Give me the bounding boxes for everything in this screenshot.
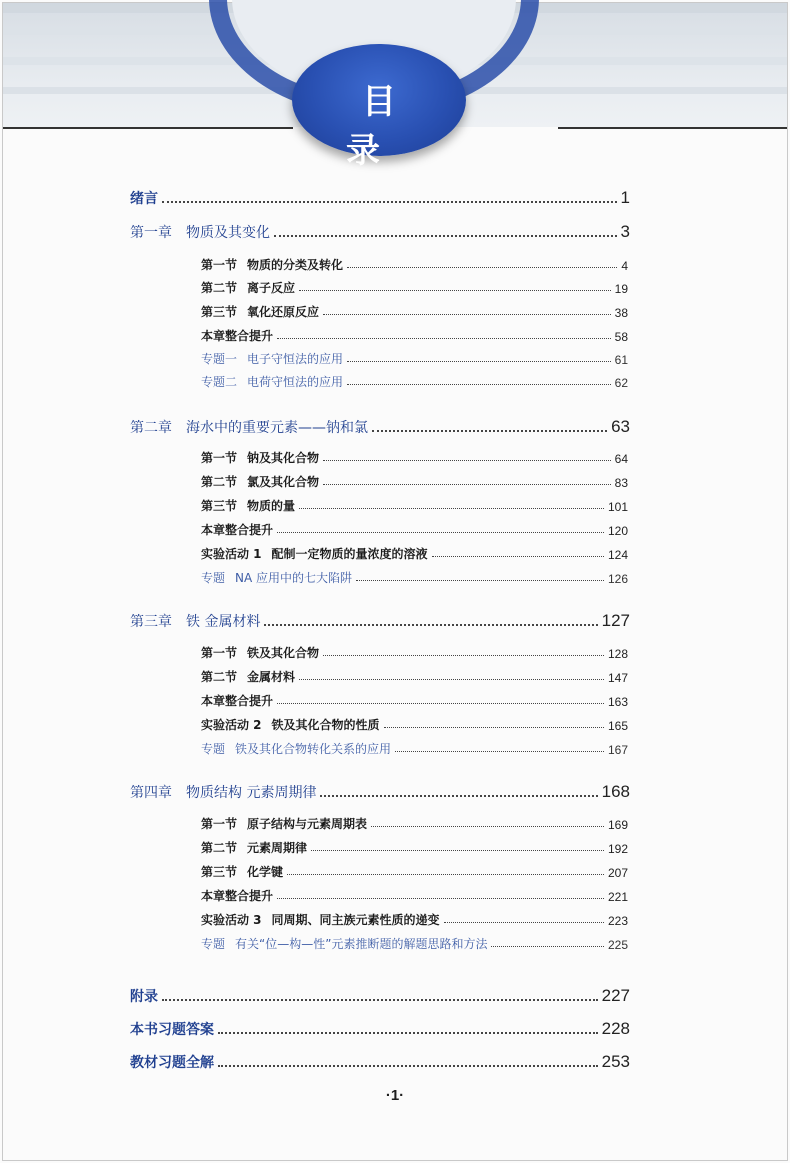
chapter-page: 168 (601, 782, 630, 801)
toc-section[interactable] (201, 468, 628, 490)
toc-chapter-2[interactable] (130, 415, 630, 437)
leader-dots (274, 235, 617, 237)
section-name: 本章整合提升 (201, 694, 274, 708)
chapter-name: 物质结构 元素周期律 (186, 785, 317, 801)
section-page: 192 (607, 842, 628, 856)
toc-topic[interactable] (201, 368, 628, 390)
leader-dots (323, 460, 611, 461)
toc-entry-label: 教材习题全解 (130, 1055, 214, 1071)
section-prefix: 第二节 (201, 475, 238, 489)
section-page: 124 (607, 548, 628, 562)
section-prefix: 第一节 (201, 817, 238, 831)
toc-topic[interactable] (201, 564, 628, 586)
chapter-name: 海水中的重要元素——钠和氯 (186, 420, 368, 436)
section-prefix: 实验活动 1 (201, 547, 262, 561)
leader-dots (218, 1032, 598, 1034)
section-prefix: 第三节 (201, 305, 238, 319)
toc-section[interactable] (201, 251, 628, 273)
toc-lab-activity[interactable] (201, 711, 628, 733)
section-page: 207 (607, 866, 628, 880)
page-number: ·1· (385, 1087, 405, 1104)
leader-dots (323, 314, 611, 315)
toc-section[interactable] (201, 516, 628, 538)
leader-dots (395, 751, 604, 752)
leader-dots (277, 532, 604, 533)
section-page: 128 (607, 647, 628, 661)
toc-section[interactable] (201, 882, 628, 904)
section-page: 64 (614, 452, 628, 466)
toc-section[interactable] (201, 687, 628, 709)
leader-dots (264, 624, 597, 626)
leader-dots (356, 580, 604, 581)
section-name: 电子守恒法的应用 (247, 352, 344, 366)
leader-dots (277, 703, 604, 704)
section-name: 本章整合提升 (201, 889, 274, 903)
chapter-number: 第二章 (130, 420, 172, 436)
section-page: 101 (607, 500, 628, 514)
leader-dots (320, 795, 597, 797)
section-page: 221 (607, 890, 628, 904)
leader-dots (371, 826, 604, 827)
section-name: 铁及其化合物的性质 (271, 718, 380, 732)
section-name: NA 应用中的七大陷阱 (235, 571, 353, 585)
toc-section[interactable] (201, 274, 628, 296)
toc-section[interactable] (201, 298, 628, 320)
section-name: 有关“位—构—性”元素推断题的解题思路和方法 (235, 937, 488, 951)
toc-topic[interactable] (201, 345, 628, 367)
section-page: 225 (607, 938, 628, 952)
section-name: 化学键 (247, 865, 284, 879)
chapter-name: 物质及其变化 (186, 225, 270, 241)
section-name: 原子结构与元素周期表 (247, 817, 368, 831)
section-page: 163 (607, 695, 628, 709)
toc-section[interactable] (201, 639, 628, 661)
leader-dots (347, 267, 617, 268)
section-name: 离子反应 (247, 281, 296, 295)
section-prefix: 专题二 (201, 375, 238, 389)
toc-lab-activity[interactable] (201, 540, 628, 562)
leader-dots (277, 898, 604, 899)
section-name: 配制一定物质的量浓度的溶液 (271, 547, 428, 561)
leader-dots (491, 946, 604, 947)
leader-dots (384, 727, 604, 728)
toc-section[interactable] (201, 834, 628, 856)
toc-chapter-3[interactable] (130, 609, 630, 631)
section-name: 金属材料 (247, 670, 296, 684)
section-name: 物质的分类及转化 (247, 258, 344, 272)
section-name: 本章整合提升 (201, 523, 274, 537)
section-page: 223 (607, 914, 628, 928)
section-page: 83 (614, 476, 628, 490)
leader-dots (432, 556, 604, 557)
chapter-page: 3 (620, 222, 630, 241)
page-title: 目 录 (346, 82, 428, 171)
toc-entry-label: 附录 (130, 989, 158, 1005)
section-name: 氧化还原反应 (247, 305, 320, 319)
leader-dots (323, 655, 604, 656)
leader-dots (162, 999, 598, 1001)
leader-dots (347, 384, 611, 385)
toc-chapter-1[interactable] (130, 220, 630, 242)
chapter-page: 127 (601, 611, 630, 630)
section-name: 氯及其化合物 (247, 475, 320, 489)
section-page: 62 (614, 376, 628, 390)
section-prefix: 专题 (201, 571, 226, 585)
toc-entry-solutions[interactable] (130, 1050, 630, 1072)
section-prefix: 第一节 (201, 646, 238, 660)
section-name: 电荷守恒法的应用 (247, 375, 344, 389)
leader-dots (299, 290, 611, 291)
section-page: 4 (621, 259, 628, 273)
toc-section[interactable] (201, 444, 628, 466)
toc-topic[interactable] (201, 735, 628, 757)
section-prefix: 实验活动 3 (201, 913, 262, 927)
section-name: 铁及其化合物 (247, 646, 320, 660)
section-prefix: 第二节 (201, 281, 238, 295)
chapter-name: 铁 金属材料 (186, 614, 261, 630)
toc-entry-appendix[interactable] (130, 984, 630, 1006)
toc-entry-page: 228 (601, 1019, 630, 1038)
section-name: 同周期、同主族元素性质的递变 (271, 913, 440, 927)
chapter-page: 63 (611, 417, 630, 436)
toc-entry-answers[interactable] (130, 1017, 630, 1039)
section-prefix: 第二节 (201, 670, 238, 684)
toc-section[interactable] (201, 322, 628, 344)
section-page: 61 (614, 353, 628, 367)
section-prefix: 专题 (201, 742, 226, 756)
section-page: 126 (607, 572, 628, 586)
section-prefix: 专题一 (201, 352, 238, 366)
leader-dots (287, 874, 604, 875)
leader-dots (372, 430, 607, 432)
chapter-number: 第三章 (130, 614, 172, 630)
toc-section[interactable] (201, 492, 628, 514)
toc-entry-page: 227 (601, 986, 630, 1005)
leader-dots (444, 922, 604, 923)
section-page: 120 (607, 524, 628, 538)
toc-chapter-4[interactable] (130, 780, 630, 802)
section-prefix: 第一节 (201, 258, 238, 272)
section-page: 38 (614, 306, 628, 320)
leader-dots (218, 1065, 598, 1067)
section-prefix: 第二节 (201, 841, 238, 855)
leader-dots (347, 361, 611, 362)
leader-dots (299, 679, 604, 680)
chapter-number: 第四章 (130, 785, 172, 801)
leader-dots (277, 338, 611, 339)
toc-entry-introduction[interactable] (130, 186, 630, 208)
section-name: 铁及其化合物转化关系的应用 (235, 742, 392, 756)
section-page: 167 (607, 743, 628, 757)
leader-dots (323, 484, 611, 485)
section-page: 58 (614, 330, 628, 344)
section-name: 元素周期律 (247, 841, 308, 855)
section-prefix: 第三节 (201, 499, 238, 513)
toc-section[interactable] (201, 858, 628, 880)
section-page: 165 (607, 719, 628, 733)
toc-topic[interactable] (201, 930, 628, 952)
toc-entry-page: 253 (601, 1052, 630, 1071)
section-page: 169 (607, 818, 628, 832)
section-name: 钠及其化合物 (247, 451, 320, 465)
leader-dots (162, 201, 617, 203)
toc-lab-activity[interactable] (201, 906, 628, 928)
toc-section[interactable] (201, 663, 628, 685)
section-page: 147 (607, 671, 628, 685)
leader-dots (311, 850, 604, 851)
chapter-number: 第一章 (130, 225, 172, 241)
section-prefix: 专题 (201, 937, 226, 951)
section-prefix: 第一节 (201, 451, 238, 465)
toc-entry-label: 本书习题答案 (130, 1022, 214, 1038)
section-prefix: 实验活动 2 (201, 718, 262, 732)
section-prefix: 第三节 (201, 865, 238, 879)
section-name: 本章整合提升 (201, 329, 274, 343)
section-page: 19 (614, 282, 628, 296)
toc-section[interactable] (201, 810, 628, 832)
section-name: 物质的量 (247, 499, 296, 513)
toc-entry-label: 绪言 (130, 191, 158, 207)
leader-dots (299, 508, 604, 509)
toc-entry-page: 1 (620, 188, 630, 207)
